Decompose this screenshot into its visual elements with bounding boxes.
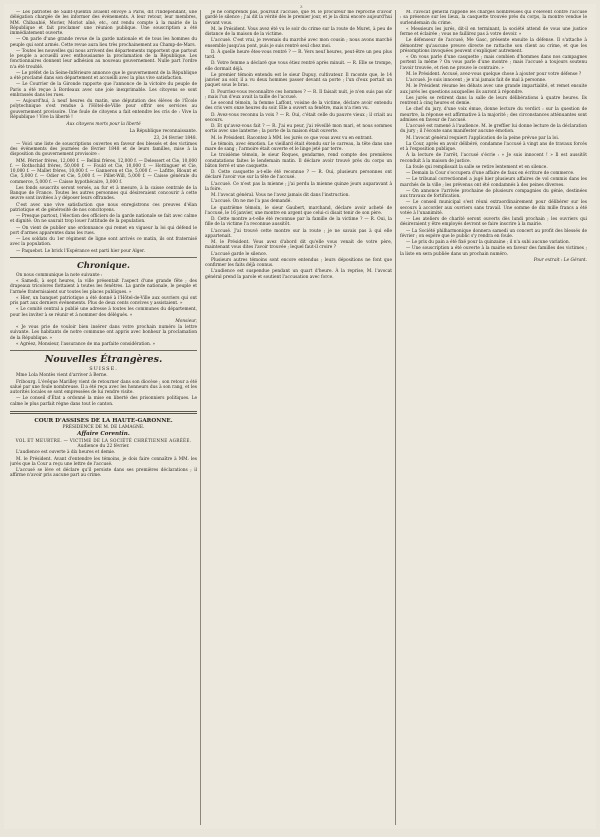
paragraph: — Toutes les nouvelles qui nous arrivent des départements rapportent que partout le peuple a accueilli avec enthousiasme la proclamation de la République. Les fonctionnaires donnent leur adhésion au nouveau gouvernement. Nulle part l'ordre n'a été troublé.	[10, 48, 197, 70]
column-3	[400, 10, 590, 825]
paragraph: Je ne comprends pas, poursuit l'accusé, que M. le procureur me reproche d'avoir gardé le silence ; j'ai dit la vérité dès le premier jour, et je la dirai encore aujourd'hui devant vous.	[205, 10, 392, 26]
paragraph: La Cour, après en avoir délibéré, condamne l'accusé à vingt ans de travaux forcés et à l'exposition publique.	[400, 141, 587, 152]
paragraph: D. Votre femme a déclaré que vous étiez rentré après minuit. — R. Elle se trompe, elle dormait déjà.	[205, 61, 392, 72]
paragraph: — La Société philharmonique donnera samedi un concert au profit des blessés de février ; on espère que le public s'y rendra en foule.	[400, 228, 587, 239]
paragraph: D. Cette montre a-t-elle été reconnue par la famille de la victime ? — R. Oui, la fille de la victime l'a reconnue aussitôt.	[205, 217, 392, 228]
paragraph: M. le Président. Avant d'entendre les témoins, je dois faire connaître à MM. les jurés que la Cour a reçu une lettre de l'accusé.	[10, 456, 197, 467]
paragraph: C'est avec une vive satisfaction que nous enregistrons ces preuves d'élan patriotique et de générosité de nos concitoyens.	[10, 202, 197, 213]
paragraph: — Le conseil municipal s'est réuni extraordinairement pour délibérer sur les secours à accorder aux ouvriers sans travail. Une somme de dix mille francs a été votée à l'unanimité.	[400, 200, 587, 216]
paragraph: « Messieurs les jurés, dit-il en terminant, la société attend de vous une justice ferme et éclairée ; vous ne faillirez pas à votre devoir. »	[400, 26, 587, 37]
paragraph: La foule qui remplissait la salle se retire lentement et en silence.	[406, 164, 548, 170]
paragraph: L'accusé est ramené à l'audience. M. le greffier lui donne lecture de la déclaration du jury ; il l'écoute sans manifester aucune émotion.	[400, 124, 587, 135]
paragraph: M. le Président. Accusé, avez-vous quelque chose à ajouter pour votre défense ?	[406, 71, 582, 77]
page-number: 3	[300, 4, 303, 9]
paragraph: M. le Président. Vous avez été vu le soir du crime sur la route de Muret, à peu de distance de la maison de la victime.	[205, 26, 392, 37]
paragraph: L'audience est ouverte à dix heures et demie.	[16, 450, 116, 456]
paragraph: Plusieurs autres témoins sont encore entendus ; leurs dépositions ne font que confirmer les faits déjà connus.	[205, 257, 392, 268]
paragraph: « Je vous prie de vouloir bien insérer dans votre prochain numéro la lettre suivante. Les habitants de notre commune ont appris avec bonheur la proclamation de la République. »	[10, 325, 197, 341]
divider	[10, 257, 197, 258]
paragraph: — Le Courrier de la Gironde rapporte que l'annonce de la victoire du peuple de Paris a été reçue à Bordeaux avec une joie inexprimable. Les citoyens se sont embrassés dans les rues.	[10, 82, 197, 98]
closing-signature: Pour extrait : Le Gérant.	[533, 257, 587, 263]
paragraph: M. le Président. Racontez à MM. les jurés ce que vous avez vu en entrant.	[211, 135, 373, 141]
case-subtitle: VOL ET MEURTRE. — VICTIME DE LA SOCIÉTÉ CHRÉTIENNE AGRÉÉE.	[15, 437, 192, 443]
paragraph: — Paquebot. Le brick l'Espérance est parti hier pour Alger.	[16, 248, 146, 254]
paragraph: Mme Lola Montès vient d'arriver à Berne.	[16, 373, 108, 379]
paragraph: Le premier témoin entendu est le sieur Dupuy, cultivateur. Il raconte que, le 14 janvier au soir, il a vu deux hommes passer devant sa porte ; l'un d'eux portait un paquet sous le bras.	[205, 72, 392, 89]
paragraph: D. À quelle heure êtes-vous rentré ? — R. Vers neuf heures, peut-être un peu plus tard.	[205, 49, 392, 60]
paragraph: — Le prix du pain a été fixé pour la quinzaine ; il n'a subi aucune variation.	[406, 240, 571, 245]
paragraph: On nous communique la note suivante :	[16, 272, 103, 278]
paragraph: Fribourg. L'évêque Marilley vient de retourner dans son diocèse ; son retour a été salué par une foule nombreuse. Il a été reçu avec les honneurs dus à son rang, et les autorités locales se sont empressées de lui rendre visite.	[10, 379, 197, 395]
paragraph: M. l'avocat général. Vous ne l'avez jamais dit dans l'instruction.	[211, 193, 350, 198]
double-divider	[10, 411, 197, 414]
paragraph: M. le Président. Vous avez d'abord dit qu'elle vous venait de votre père, maintenant vous dites l'avoir trouvée ; lequel faut-il croire ?	[205, 240, 392, 251]
paragraph: L'accusé. C'est vrai, je revenais du marché avec mon cousin ; nous avons marché ensemble jusqu'au pont, puis je suis rentré seul chez moi.	[205, 38, 392, 49]
newspaper-page	[4, 4, 596, 829]
paragraph: Le troisième témoin, le sieur Roques, gendarme, rend compte des premières constatations faites le lendemain matin. Il déclare avoir trouvé près du corps un bâton ferré et une casquette.	[205, 153, 392, 169]
paragraph: « Le comité central a publié une adresse à toutes les communes du département, pour les inviter à se réunir et à nommer des délégués. »	[10, 307, 197, 318]
paragraph: — Presque partout, l'élection des officiers de la garde nationale se fait avec calme et dignité. On ne saurait trop louer l'attitude de la population.	[10, 214, 197, 225]
motto-line: Aux citoyens morts pour la liberté	[66, 122, 141, 127]
paragraph: — Les patriotes de Saint-Quentin avaient envoyé à Paris, dit l'Indépendant, une délégation chargée de les informer des événements. A leur retour, leur membres, MM. Chibaubié, Morier, Moriot aîné, etc., ont rendu compte à la mairie de la République et fait proclamer une réunion publique. Une souscription a été immédiatement ouverte.	[10, 10, 197, 36]
paragraph: L'accusé. On ne me l'a pas demandé.	[211, 199, 292, 205]
column-1	[10, 10, 201, 825]
hearing-date: Audience du 22 février.	[77, 444, 130, 449]
paragraph: — Une souscription a été ouverte à la mairie en faveur des familles des victimes ; la liste en sera publiée dans un prochain numéro.	[400, 246, 587, 257]
paragraph: — Les ateliers de charité seront ouverts dès lundi prochain ; les ouvriers qui désireraient y être employés devront se faire inscrire à la mairie.	[400, 217, 587, 228]
paragraph: — On annonce l'arrivée prochaine de plusieurs compagnies du génie, destinées aux travaux de fortification.	[400, 188, 587, 199]
paragraph: « Samedi, à sept heures, la ville présentait l'aspect d'une grande fête ; des drapeaux tricolores flottaient à toutes les fenêtres. La garde nationale, le peuple et l'armée fraternisaient sur toutes les places publiques. »	[10, 279, 197, 295]
paragraph: — On vient de publier une ordonnance qui remet en vigueur la loi qui défend le port d'armes apparentes dans les rues.	[10, 225, 197, 236]
paragraph: L'accusé. Je suis innocent ; je n'ai jamais fait de mal à personne.	[406, 78, 547, 83]
paragraph: L'accusé garde le silence.	[211, 251, 268, 257]
motto-date: 23, 24 février 1848.	[153, 135, 197, 141]
country-heading: SUISSE.	[89, 366, 118, 372]
columns	[10, 10, 590, 825]
paragraph: — Demain la Cour s'occupera d'une affaire de faux en écriture de commerce.	[406, 171, 575, 176]
paragraph: L'accusé. J'ai trouvé cette montre sur la route ; je ne savais pas à qui elle appartenait.	[205, 228, 392, 239]
paragraph: — Le tribunal correctionnel a jugé hier plusieurs affaires de vol commis dans les marchés de la ville ; les prévenus ont été condamnés à des peines diverses.	[400, 177, 587, 188]
paragraph: L'accusé. Ce n'est pas la mienne ; j'ai perdu la mienne quinze jours auparavant à la foire.	[205, 181, 392, 192]
paragraph: Les jurés se retirent dans la salle de leurs délibérations à quatre heures. Ils rentrent à cinq heures et demie.	[400, 95, 587, 106]
court-heading: COUR D'ASSISES DE LA HAUTE-GARONNE.	[34, 417, 173, 424]
paragraph: « On vous parle d'une casquette ; mais combien d'hommes dans nos campagnes portent la même ? On vous parle d'une montre ; mais l'accusé a toujours soutenu l'avoir trouvée, et rien ne prouve le contraire. »	[400, 55, 587, 71]
case-title: Affaire Corentin.	[77, 430, 130, 437]
paragraph: D. Et qu'avez-vous fait ? — R. J'ai eu peur, j'ai réveillé mon mari, et nous sommes sortis avec une lanterne ; la porte de la maison était ouverte.	[205, 124, 392, 135]
paragraph: L'accusé se lève et déclare qu'il persiste dans ses premières déclarations ; il affirme n'avoir pris aucune part au crime.	[10, 468, 197, 479]
paragraph: — On parle d'une grande revue de la garde nationale et de tous les hommes du peuple qui sont armés. Cette revue aura lieu très prochainement au Champ-de-Mars.	[10, 37, 197, 48]
paragraph: Le témoin, avec émotion. Le vieillard était étendu sur le carreau, la tête dans une mare de sang ; l'armoire était ouverte et le linge jeté par terre.	[205, 141, 392, 152]
paragraph: D. Pourriez-vous reconnaître ces hommes ? — R. Il faisait nuit, je n'en suis pas sûr ; mais l'un d'eux avait la taille de l'accusé.	[205, 89, 392, 100]
motto-signature: La République reconnaissante.	[129, 129, 197, 135]
paragraph: D. Avez-vous reconnu la voix ? — R. Oui, c'était celle du pauvre vieux ; il criait au secours.	[205, 112, 392, 123]
paragraph: — Le conseil d'État a ordonné la mise en liberté des prisonniers politiques. Le calme le plus parfait règne dans tout le canton.	[10, 396, 197, 407]
divider	[10, 350, 197, 351]
column-2	[205, 10, 396, 825]
paragraph: M. le Président résume les débats avec une grande impartialité, et remet ensuite aux jurés les questions auxquelles ils auront à répondre.	[400, 84, 587, 95]
paragraph: MM. Pérrier frères, 12,000 f. — Bellini frères, 12,000 f. — Delessert et Cie, 10,000 f. — Rothschild frères, 50,000 f. — Fould et Cie, 10,000 f. — Hottinguer et Cie, 10,000 f. — Mallet frères, 10,000 f. — Ganneron et Cie, 5,000 f. — Lafitte, Blount et Cie, 5,000 f. — Odier et Cie, 5,000 f. — Pillet-Will, 5,000 f. — Caisse générale du commerce, 5,000 f. — Caisse hypothécaire, 3,000 f.	[10, 158, 197, 185]
court-president: PRÉSIDENCE DE M. DE LAMAGNE.	[62, 425, 145, 431]
paragraph: Le second témoin, la femme Laffont, voisine de la victime, déclare avoir entendu des cris vers onze heures du soir. Elle a ouvert sa fenêtre, mais n'a rien vu.	[205, 101, 392, 112]
paragraph: — Voici une liste de souscriptions ouvertes en faveur des blessés et des victimes des événements des journées de février 1848 et de leurs familles, mise à la disposition du gouvernement provisoire :	[10, 141, 197, 158]
paragraph: « Agréez, Monsieur, l'assurance de ma parfaite considération. »	[16, 341, 156, 347]
paragraph: D. Cette casquette a-t-elle été reconnue ? — R. Oui, plusieurs personnes ont déclaré l'avoir vue sur la tête de l'accusé.	[205, 170, 392, 181]
paragraph: M. l'avocat général requiert l'application de la peine prévue par la loi.	[406, 135, 560, 141]
salutation: Monsieur,	[175, 318, 197, 324]
paragraph: Le défenseur de l'accusé, Me Gasc, présente ensuite la défense. Il s'attache à démontrer qu'aucune preuve directe ne rattache son client au crime, et que les présomptions invoquées peuvent s'expliquer autrement.	[400, 38, 587, 54]
paragraph: Le chef du jury, d'une voix émue, donne lecture du verdict : sur la question de meurtre, la réponse est affirmative à la majorité ; des circonstances atténuantes sont admises en faveur de l'accusé.	[400, 107, 587, 123]
paragraph: — Les soldats du 1er régiment de ligne sont arrivés ce matin, ils ont fraternisé avec la population.	[10, 237, 197, 248]
paragraph: — Aujourd'hui, à neuf heures du matin, une députation des élèves de l'École polytechnique s'est rendue à l'Hôtel-de-Ville pour offrir ses services au gouvernement provisoire. Une foule de citoyens a fait entendre les cris de : Vive la République ! Vive la liberté !	[10, 99, 197, 120]
paragraph: L'audience est suspendue pendant un quart d'heure. À la reprise, M. l'avocat général prend la parole et soutient l'accusation avec force.	[205, 269, 392, 280]
paragraph: Le quatrième témoin, le sieur Gaubert, marchand, déclare avoir acheté de l'accusé, le 16 janvier, une montre en argent que celui-ci disait tenir de son père.	[205, 205, 392, 216]
paragraph: « Hier, un banquet patriotique a été donné à l'Hôtel-de-Ville aux ouvriers qui ont pris part aux derniers événements. Plus de deux cents convives y assistaient. »	[10, 295, 197, 306]
section-title-foreign-news: Nouvelles Étrangères.	[44, 354, 163, 365]
paragraph: M. l'avocat général rappelle les charges nombreuses qui s'élèvent contre l'accusé : sa présence sur les lieux, la casquette trouvée près du corps, la montre vendue le surlendemain du crime.	[400, 10, 587, 26]
section-title-chronique: Chronique.	[77, 260, 130, 271]
paragraph: À la lecture de l'arrêt, l'accusé s'écrie : « Je suis innocent ! » Il est aussitôt reconduit à la maison de justice.	[400, 153, 587, 164]
paragraph: Les fonds souscrits seront versés, au fur et à mesure, à la caisse centrale de la Banque de France. Toutes les autres personnes qui désireraient concourir à cette œuvre sont invitées à y déposer leurs offrandes.	[10, 185, 197, 202]
paragraph: — Le préfet de la Seine-Inférieure annonce que le gouvernement de la République a été proclamé dans son département et accueilli avec la plus vive satisfaction.	[10, 70, 197, 81]
